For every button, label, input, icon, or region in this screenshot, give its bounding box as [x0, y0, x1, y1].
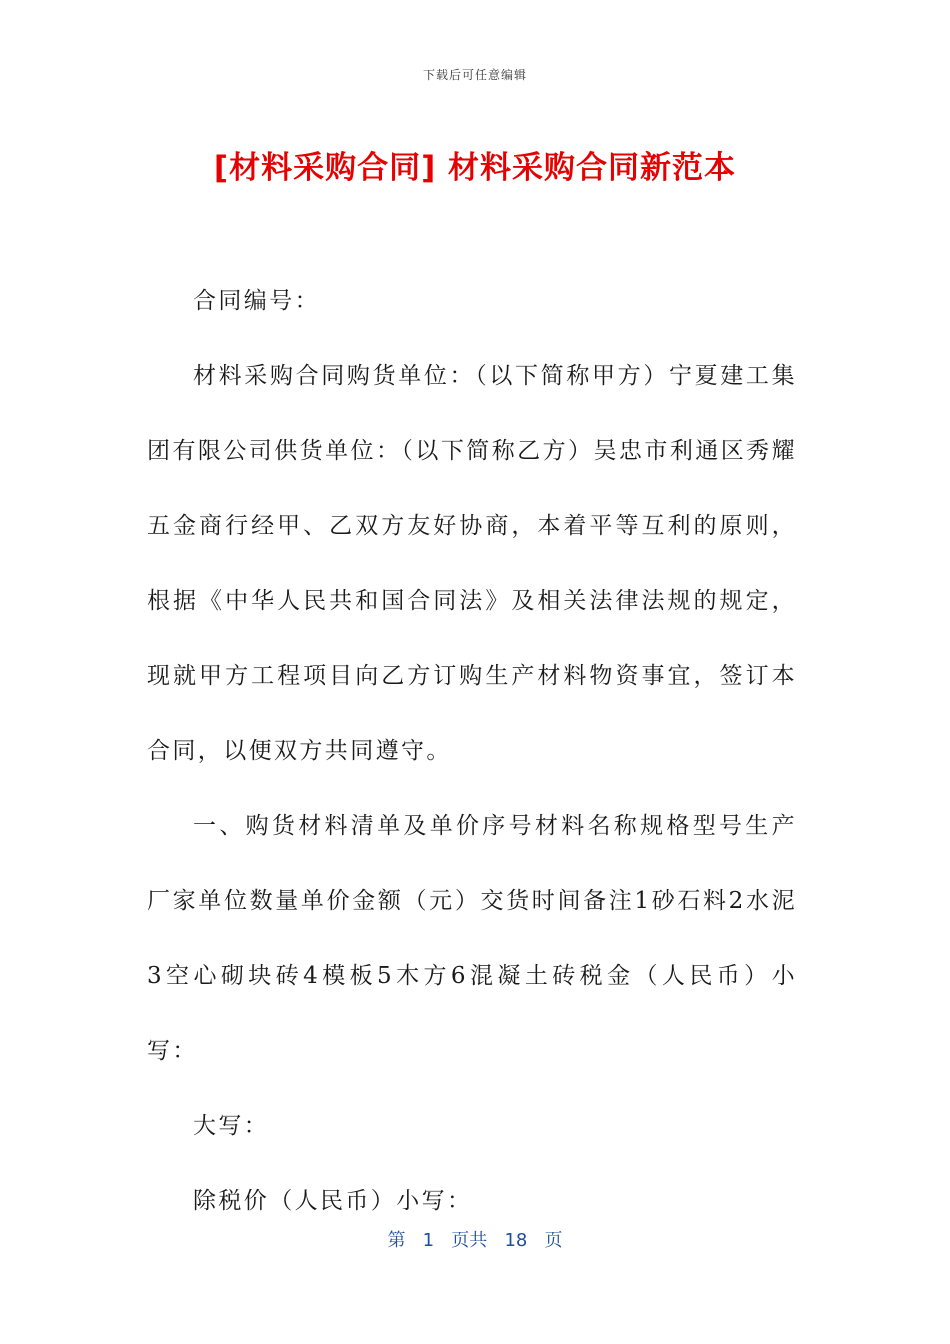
- footer-suffix: 页: [544, 1230, 563, 1251]
- paragraph-material-list: 一、购货材料清单及单价序号材料名称规格型号生产厂家单位数量单价金额（元）交货时间备注1砂石料2水泥3空心砌块砖4模板5木方6混凝土砖税金（人民币）小写：: [147, 813, 797, 1064]
- document-body: [147, 264, 797, 1239]
- header-note: 下载后可任意编辑: [422, 68, 527, 82]
- page-footer: [0, 1226, 950, 1252]
- footer-page-number: 1: [422, 1230, 435, 1251]
- document-title: [材料采购合同] 材料采购合同新范本: [213, 150, 737, 186]
- footer-middle: 页共: [451, 1230, 488, 1251]
- paragraph-pre-tax-price: 除税价（人民币）小写：: [193, 1188, 473, 1214]
- paragraph-contract-number: 合同编号：: [193, 288, 320, 314]
- footer-total-pages: 18: [504, 1230, 528, 1251]
- paragraph-parties: 材料采购合同购货单位：（以下简称甲方）宁夏建工集团有限公司供货单位：（以下简称乙方）吴忠市利通区秀耀五金商行经甲、乙双方友好协商，本着平等互利的原则，根据《中华人民共和国合同法》及相关法律法规的规定，现就甲方工程项目向乙方订购生产材料物资事宜，签订本合同，以便双方共同遵守。: [147, 363, 797, 764]
- footer-prefix: 第: [387, 1230, 406, 1251]
- paragraph-amount-in-words: 大写：: [193, 1113, 270, 1139]
